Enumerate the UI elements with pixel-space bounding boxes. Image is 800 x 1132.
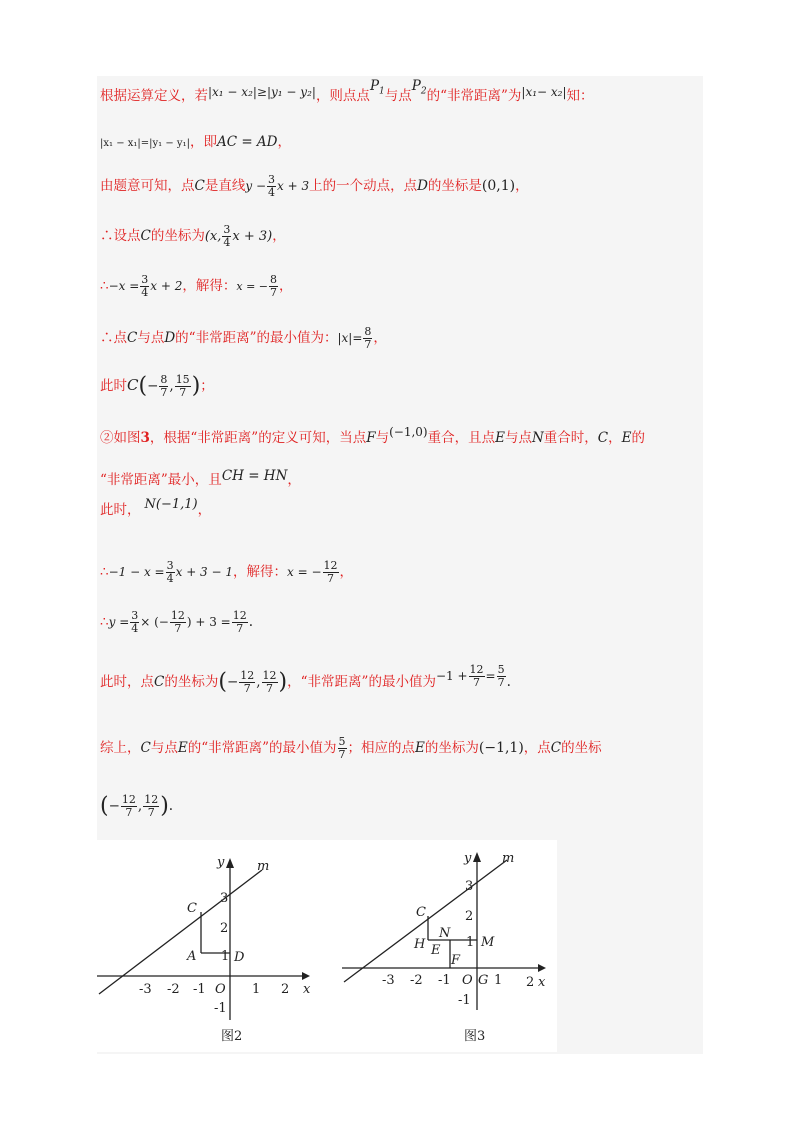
text: 重合，且点 xyxy=(427,430,496,446)
text: ，则点点 xyxy=(315,88,370,104)
text: 与 xyxy=(375,430,390,446)
numerator: 12 xyxy=(469,663,484,676)
point-c: C xyxy=(140,740,151,756)
text: 根据运算定义，若 xyxy=(100,88,208,104)
tick-y-3: 3 xyxy=(465,879,474,894)
numerator: 12 xyxy=(240,669,255,682)
math: |x|= xyxy=(337,331,363,345)
point-e: E xyxy=(177,740,188,756)
label-m: m xyxy=(502,851,515,866)
text: 的坐标 xyxy=(561,740,602,756)
label-y: y xyxy=(464,851,472,866)
text: “非常距离”最小，且 xyxy=(100,472,222,488)
y-arrow xyxy=(226,858,234,868)
denominator: 4 xyxy=(166,572,174,585)
math-equation: |x₁ − x₁|=|y₁ − y₁| xyxy=(100,138,190,149)
label-c: C xyxy=(416,905,426,920)
point-c: C xyxy=(194,178,205,194)
numerator: 12 xyxy=(262,669,277,682)
label-y: y xyxy=(217,855,225,870)
text: ∴点 xyxy=(100,330,127,346)
numerator: 3 xyxy=(223,223,231,236)
text: ， xyxy=(279,278,293,294)
math: (x, xyxy=(204,229,222,244)
text: 的“非常距离”的最小值为 xyxy=(187,740,337,756)
numerator: 8 xyxy=(270,273,278,286)
text: ， xyxy=(608,430,622,446)
coordinate: (−1,1) xyxy=(478,740,524,756)
denominator: 4 xyxy=(268,186,275,199)
math: y − xyxy=(245,179,266,193)
numerator: 5 xyxy=(497,663,505,676)
tick-x-neg2: -2 xyxy=(410,973,423,988)
x-arrow xyxy=(538,964,546,972)
label-o: O xyxy=(215,982,226,997)
figure-2 xyxy=(97,840,317,1052)
denominator: 7 xyxy=(147,806,155,819)
figure-3 xyxy=(342,840,562,1052)
line-9 xyxy=(100,470,301,490)
text: ， xyxy=(272,228,286,244)
point-f: F xyxy=(366,430,376,446)
numerator: 12 xyxy=(170,609,185,622)
tick-x-neg1: -1 xyxy=(193,982,206,997)
text: ②如图 xyxy=(100,430,141,446)
fraction xyxy=(166,560,175,585)
text: 综上， xyxy=(100,740,141,756)
line-3 xyxy=(100,174,529,199)
subscript: 2 xyxy=(420,86,427,97)
comma: , xyxy=(169,378,174,394)
text: 的坐标为 xyxy=(150,228,205,244)
text: 与点 xyxy=(384,88,412,104)
text: ∴ xyxy=(100,564,109,580)
math: −1 − x = xyxy=(108,565,165,579)
line-1 xyxy=(100,78,594,112)
text: ， xyxy=(373,330,387,346)
tick-x-2: 2 xyxy=(281,982,290,997)
fraction xyxy=(267,174,276,199)
paren-left: ( xyxy=(100,793,109,819)
math-equation: CH = HN xyxy=(221,468,288,484)
text: ，根据“非常距离”的定义可知，当点 xyxy=(149,430,367,446)
label-f: F xyxy=(451,953,461,968)
point-n: N xyxy=(531,430,544,446)
tick-y-2: 2 xyxy=(220,921,229,936)
text: 的“非常距离”为 xyxy=(426,88,522,104)
math: x + 3 − 1 xyxy=(175,565,234,579)
fraction xyxy=(143,794,159,819)
p1-label xyxy=(369,78,385,97)
math: x + 3) xyxy=(232,229,273,244)
coordinate: (−1,0) xyxy=(389,425,428,439)
math-abs: |x₁− x₂| xyxy=(521,85,567,99)
line-15 xyxy=(100,794,173,819)
point-d: D xyxy=(164,330,176,346)
point-c: C xyxy=(550,740,562,756)
y-arrow xyxy=(473,852,481,862)
text: 此时， xyxy=(100,502,141,518)
period: . xyxy=(168,798,174,814)
label-n: N xyxy=(439,926,451,941)
numerator: 12 xyxy=(232,609,247,622)
fraction xyxy=(469,664,485,689)
text: ；相应的点 xyxy=(347,740,416,756)
text: 是直线 xyxy=(204,178,246,194)
denominator: 7 xyxy=(243,682,251,695)
paren-left: ( xyxy=(218,669,227,695)
denominator: 4 xyxy=(131,622,139,635)
subscript: 1 xyxy=(379,86,385,97)
numerator: 5 xyxy=(338,735,346,748)
math: ) + 3 = xyxy=(186,615,231,629)
text: 此时，点 xyxy=(100,674,154,690)
period: . xyxy=(506,674,511,690)
paren-right: ) xyxy=(278,669,288,695)
figures-area xyxy=(97,840,557,1052)
comma: , xyxy=(137,798,143,814)
tick-x-1: 1 xyxy=(494,973,503,988)
line-13 xyxy=(100,663,511,695)
figure-number: 3 xyxy=(140,430,150,446)
point-e: E xyxy=(495,430,505,446)
text: ， xyxy=(339,564,354,580)
text: ，解得： xyxy=(182,278,237,294)
fraction xyxy=(323,560,339,585)
figure-3-caption: 图3 xyxy=(464,1029,486,1044)
text: 的 xyxy=(631,430,645,446)
math: = xyxy=(485,669,496,683)
text: ∴ xyxy=(100,278,109,294)
math: × (− xyxy=(140,615,169,629)
p-letter: P xyxy=(369,78,380,94)
denominator: 7 xyxy=(473,676,481,689)
line-m xyxy=(344,860,507,982)
denominator: 7 xyxy=(266,682,274,695)
tick-y-1: 1 xyxy=(466,935,475,950)
figure-2-caption: 图2 xyxy=(221,1029,243,1044)
numerator: 12 xyxy=(121,793,136,806)
text: ∴设点 xyxy=(100,228,141,244)
point-e: E xyxy=(621,430,632,446)
math-inequality: |x₁ − x₂|≥|y₁ − y₂| xyxy=(208,85,316,99)
numerator: 8 xyxy=(364,325,372,338)
text: ，解得： xyxy=(233,564,288,580)
numerator: 15 xyxy=(175,373,190,386)
text: ， xyxy=(287,472,301,488)
text: 的坐标为 xyxy=(164,674,219,690)
line-6 xyxy=(100,326,387,351)
label-x: x xyxy=(303,982,311,997)
comma: , xyxy=(256,674,261,690)
text: ∴ xyxy=(100,614,109,630)
text: 重合时， xyxy=(543,430,598,446)
math: x + 2 xyxy=(150,279,183,293)
tick-y-1: 1 xyxy=(221,949,230,964)
point-c: C xyxy=(140,228,151,244)
tick-y-3: 3 xyxy=(220,891,229,906)
fraction xyxy=(497,664,506,689)
line-11 xyxy=(100,560,353,585)
point-d: D xyxy=(417,178,428,194)
numerator: 3 xyxy=(268,173,275,186)
label-m: m xyxy=(257,859,270,874)
denominator: 7 xyxy=(270,286,278,299)
numerator: 3 xyxy=(131,609,139,622)
math: x + 3 xyxy=(277,179,310,193)
paren-left: ( xyxy=(138,373,148,399)
numerator: 3 xyxy=(141,273,149,286)
tick-y-2: 2 xyxy=(465,909,474,924)
text: 的“非常距离”的最小值为： xyxy=(175,330,338,346)
fraction xyxy=(262,670,278,695)
fraction xyxy=(175,374,191,399)
line-14 xyxy=(100,736,602,761)
text: ，“非常距离”的最小值为 xyxy=(287,674,436,690)
label-h: H xyxy=(414,937,426,952)
denominator: 7 xyxy=(174,622,182,635)
label-g: G xyxy=(478,973,489,988)
math: x = − xyxy=(287,565,322,579)
period: . xyxy=(248,614,254,630)
paren-right: ) xyxy=(191,373,201,399)
text: 由题意可知，点 xyxy=(100,178,195,194)
denominator: 7 xyxy=(338,748,346,761)
fraction xyxy=(140,274,149,299)
text: 此时 xyxy=(100,378,127,394)
tick-x-2: 2 xyxy=(526,975,535,990)
line-2 xyxy=(100,132,291,154)
text: 与点 xyxy=(137,330,165,346)
label-d: D xyxy=(234,950,245,965)
fraction xyxy=(239,670,255,695)
x-arrow xyxy=(302,972,310,980)
fraction xyxy=(121,794,137,819)
point-c: C xyxy=(597,430,609,446)
fraction xyxy=(363,326,372,351)
numerator: 8 xyxy=(160,373,168,386)
point-e: E xyxy=(415,740,425,756)
text: 的坐标为 xyxy=(424,740,479,756)
p-letter: P xyxy=(411,78,421,94)
math: y = xyxy=(108,615,130,629)
minus: − xyxy=(108,798,120,814)
label-o: O xyxy=(462,973,473,988)
line-5 xyxy=(100,274,293,299)
text: 与点 xyxy=(150,740,178,756)
point-c: C xyxy=(127,376,139,394)
text: ，点 xyxy=(523,740,551,756)
tick-x-neg1: -1 xyxy=(438,973,451,988)
line-12 xyxy=(100,610,253,635)
tick-y-neg1: -1 xyxy=(458,993,471,1008)
denominator: 7 xyxy=(364,338,372,351)
fraction xyxy=(170,610,186,635)
text: 与点 xyxy=(504,430,532,446)
label-c: C xyxy=(187,901,197,916)
denominator: 7 xyxy=(160,386,168,399)
tick-x-neg2: -2 xyxy=(167,982,180,997)
text: 的坐标是 xyxy=(427,178,482,194)
label-a: A xyxy=(187,949,197,964)
text: ， xyxy=(197,502,212,518)
minus: − xyxy=(226,674,239,690)
coordinate: (0,1) xyxy=(481,178,516,194)
numerator: 12 xyxy=(323,559,338,572)
denominator: 4 xyxy=(223,236,231,249)
numerator: 12 xyxy=(144,793,159,806)
label-e: E xyxy=(431,943,441,958)
point-c: C xyxy=(154,674,165,690)
denominator: 4 xyxy=(141,286,149,299)
tick-x-1: 1 xyxy=(252,982,261,997)
text: ， xyxy=(515,178,529,194)
denominator: 7 xyxy=(497,676,505,689)
denominator: 7 xyxy=(179,386,187,399)
tick-y-neg1: -1 xyxy=(214,1001,227,1016)
tick-x-neg3: -3 xyxy=(382,973,395,988)
label-x: x xyxy=(538,975,546,990)
minus: − xyxy=(147,378,159,394)
text: ； xyxy=(200,378,214,394)
coordinate: N(−1,1) xyxy=(144,497,198,512)
line-8 xyxy=(100,425,645,448)
denominator: 7 xyxy=(125,806,133,819)
fraction xyxy=(222,224,231,249)
text: ， xyxy=(277,134,291,150)
math: x = − xyxy=(236,280,269,293)
math-equation: AC = AD xyxy=(216,134,278,150)
fraction xyxy=(232,610,248,635)
fraction xyxy=(159,374,168,399)
line-7 xyxy=(100,374,214,399)
fraction xyxy=(269,274,278,299)
denominator: 7 xyxy=(236,622,244,635)
denominator: 7 xyxy=(327,572,335,585)
line-10 xyxy=(100,497,212,521)
math: −x = xyxy=(108,279,140,293)
fraction xyxy=(338,736,347,761)
numerator: 3 xyxy=(166,559,174,572)
tick-x-neg3: -3 xyxy=(139,982,152,997)
text: ，即 xyxy=(189,134,217,150)
fraction xyxy=(130,610,139,635)
label-m-point: M xyxy=(481,935,495,950)
p2-label xyxy=(411,78,427,97)
line-4 xyxy=(100,224,286,249)
paren-right: ) xyxy=(160,793,169,819)
math: −1 + xyxy=(435,669,468,683)
point-c: C xyxy=(127,330,138,346)
text: 知： xyxy=(566,88,594,104)
text: 上的一个动点，点 xyxy=(309,178,418,194)
